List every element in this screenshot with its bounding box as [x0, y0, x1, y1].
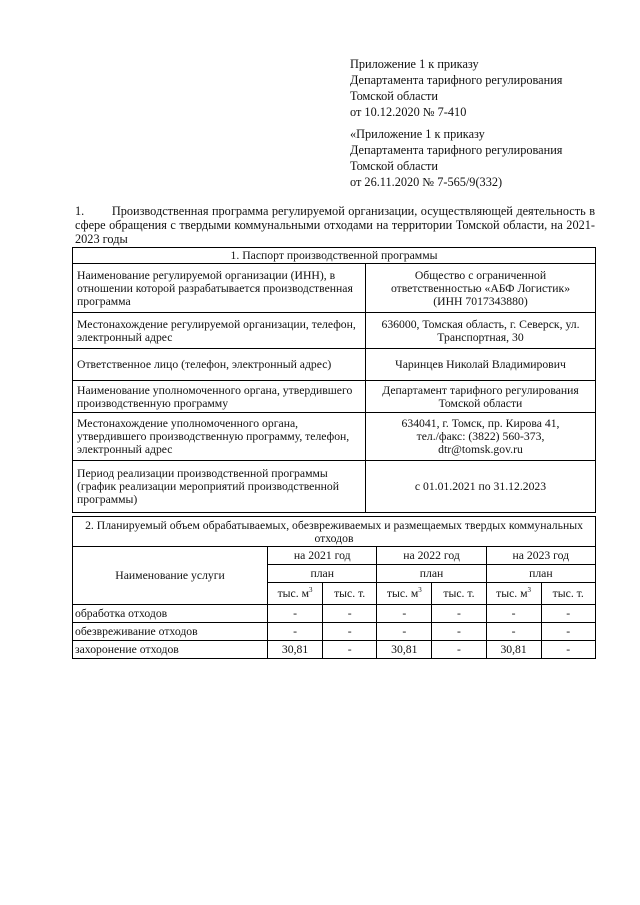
value-cell: 30,81: [377, 641, 432, 659]
unit-superscript: 3: [418, 586, 422, 594]
value-cell: -: [486, 623, 541, 641]
value-line: dtr@tomsk.gov.ru: [438, 443, 523, 456]
volumes-table: [72, 516, 596, 659]
value-cell: -: [541, 623, 595, 641]
plan-header: план: [377, 565, 486, 583]
service-name: захоронение отходов: [73, 641, 268, 659]
table-row: [73, 605, 596, 623]
header-line: Томской области: [350, 89, 438, 103]
value-line: 636000, Томская область, г. Северск, ул.: [381, 317, 580, 331]
value-line: (ИНН 7017343880): [433, 294, 528, 308]
passport-label-organization: Наименование регулируемой организации (ИНН), в отношении которой разрабатывается производственная программа: [73, 264, 366, 313]
table-row: [73, 623, 596, 641]
value-line: ответственностью «АБФ Логистик»: [390, 281, 571, 295]
unit-header-t: тыс. т.: [322, 583, 376, 605]
table-row: [73, 641, 596, 659]
unit-superscript: 3: [308, 586, 313, 594]
value-cell: -: [486, 605, 541, 623]
value-cell: -: [432, 641, 486, 659]
header-line: Департамента тарифного регулирования: [350, 73, 563, 87]
passport-label-authority-location: Местонахождение уполномоченного органа, утвердившего производственную программу, телефон, электронный адрес: [73, 413, 366, 461]
passport-label-authority: Наименование уполномоченного органа, утвердившего производственную программу: [73, 381, 366, 413]
passport-label-period: Период реализации производственной программы (график реализации мероприятий производственной программы): [73, 461, 366, 513]
year-header-2022: на 2022 год: [377, 547, 486, 565]
value-cell: -: [541, 641, 595, 659]
unit-text: тыс. м: [277, 587, 309, 600]
value-cell: -: [322, 623, 376, 641]
value-cell: -: [322, 641, 376, 659]
unit-header-m3: [486, 583, 541, 605]
service-name: обезвреживание отходов: [73, 623, 268, 641]
plan-header: план: [486, 565, 595, 583]
passport-value-authority-location: [366, 413, 596, 461]
passport-table: [72, 247, 596, 513]
passport-label-org-location: Местонахождение регулируемой организации, телефон, электронный адрес: [73, 313, 366, 349]
value-cell: -: [268, 623, 323, 641]
value-line: 634041, г. Томск, пр. Кирова 41,: [401, 417, 560, 430]
passport-value-authority: [366, 381, 596, 413]
value-line: тел./факс: (3822) 560-373,: [416, 430, 545, 443]
header-line: «Приложение 1 к приказу: [350, 127, 485, 141]
service-name: обработка отходов: [73, 605, 268, 623]
value-line: Департамент тарифного регулирования: [382, 383, 579, 397]
value-line: Чаринцев Николай Владимирович: [395, 358, 566, 371]
service-column-header: Наименование услуги: [73, 547, 268, 605]
unit-superscript: 3: [527, 586, 532, 594]
appendix-header-previous: [350, 126, 562, 190]
value-cell: 30,81: [486, 641, 541, 659]
passport-label-responsible: Ответственное лицо (телефон, электронный адрес): [73, 349, 366, 381]
value-cell: -: [432, 623, 486, 641]
unit-text: тыс. м: [496, 587, 528, 600]
value-line: Общество с ограниченной: [414, 268, 547, 282]
header-line: Приложение 1 к приказу: [350, 57, 479, 71]
value-cell: -: [432, 605, 486, 623]
unit-header-t: тыс. т.: [432, 583, 486, 605]
plan-header: план: [268, 565, 377, 583]
header-line: Департамента тарифного регулирования: [350, 143, 563, 157]
unit-header-m3: [268, 583, 323, 605]
passport-value-organization: [366, 264, 596, 313]
appendix-header-current: [350, 56, 562, 120]
unit-text: тыс. м: [386, 587, 419, 600]
year-header-2021: на 2021 год: [268, 547, 377, 565]
value-cell: -: [541, 605, 595, 623]
unit-header-m3: [377, 583, 432, 605]
value-cell: -: [322, 605, 376, 623]
unit-header-t: тыс. т.: [541, 583, 595, 605]
value-cell: -: [377, 623, 432, 641]
passport-value-responsible: [366, 349, 596, 381]
value-line: с 01.01.2021 по 31.12.2023: [414, 480, 547, 493]
program-intro-paragraph: 1. Производственная программа регулируемой организации, осуществляющей деятельность в сфере обращения с твердыми коммунальными отходами на территории Томской области, на 2021- 2023 годы: [75, 204, 595, 246]
value-line: Томской области: [438, 396, 523, 410]
passport-title: 1. Паспорт производственной программы: [73, 248, 596, 264]
volumes-title: 2. Планируемый объем обрабатываемых, обезвреживаемых и размещаемых твердых коммунальных отходов: [73, 517, 596, 547]
value-cell: -: [377, 605, 432, 623]
value-cell: -: [268, 605, 323, 623]
value-line: Транспортная, 30: [437, 330, 524, 344]
passport-value-org-location: [366, 313, 596, 349]
value-cell: 30,81: [268, 641, 323, 659]
year-header-2023: на 2023 год: [486, 547, 595, 565]
header-line: от 26.11.2020 № 7-565/9(332): [350, 175, 503, 189]
passport-value-period: [366, 461, 596, 513]
header-line: от 10.12.2020 № 7-410: [350, 105, 467, 119]
header-line: Томской области: [350, 159, 438, 173]
